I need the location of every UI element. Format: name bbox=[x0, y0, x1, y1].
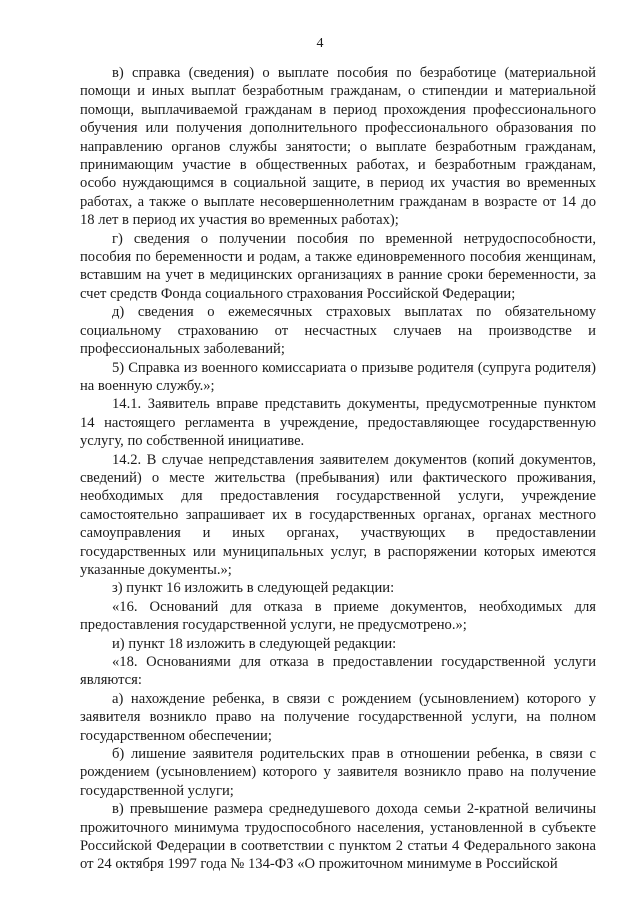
document-body bbox=[80, 64, 596, 874]
paragraph-a-state-support: а) нахождение ребенка, в связи с рождением (усыновлением) которого у заявителя возникло право на получение государственной услуги, на полном государственном обеспечении; bbox=[80, 690, 596, 744]
paragraph-16-text: «16. Оснований для отказа в приеме документов, необходимых для предоставления государственной услуги, не предусмотрено.»; bbox=[80, 598, 596, 634]
paragraph-v-income-excess: в) превышение размера среднедушевого дохода семьи 2-кратной величины прожиточного минимума трудоспособного населения, установленной в субъекте Российской Федерации в соответствии с пунктом 2 статьи 4 Федерального закона от 24 октября 1997 года № 134-ФЗ «О прожиточном минимуме в Российской bbox=[80, 801, 596, 873]
paragraph-i-item-18: и) пункт 18 изложить в следующей редакции: bbox=[112, 635, 397, 652]
page-number: 4 bbox=[316, 36, 324, 51]
paragraph-5-military-certificate: 5) Справка из военного комиссариата о призыве родителя (супруга родителя) на военную службу.»; bbox=[80, 359, 596, 394]
paragraph-14-2: 14.2. В случае непредставления заявителем документов (копий документов, сведений) о месте жительства (пребывания) или фактического проживания, необходимых для предоставления государственной услуги, учреждение самостоятельно запрашивает их в государственных органах, органах местного самоуправления и иных органах, участвующих в предоставлении государственных или муниципальных услуг, в распоряжении которых имеются указанные документы.»; bbox=[80, 451, 596, 578]
paragraph-g-disability-benefit: г) сведения о получении пособия по временной нетрудоспособности, пособия по беременности и родам, а также единовременного пособия женщинам, вставшим на учет в медицинских организациях в ранние сроки беременности, за счет средств Фонда социального страхования Российской Федерации; bbox=[80, 230, 596, 302]
paragraph-b-parental-rights: б) лишение заявителя родительских прав в отношении ребенка, в связи с рождением (усыновлением) которого у заявителя возникло право на получение государственной услуги; bbox=[80, 746, 596, 799]
paragraph-14-1: 14.1. Заявитель вправе представить документы, предусмотренные пунктом 14 настоящего регламента в учреждение, предоставляющее государственную услугу, по собственной инициативе. bbox=[80, 396, 596, 450]
paragraph-v-unemployment-certificate: в) справка (сведения) о выплате пособия по безработице (материальной помощи и иных выплат безработным гражданам, о стипендии и материальной помощи, выплачиваемой гражданам в период прохождения профессионального обучения или получения дополнительного профессионального образования по направлению органов службы занятости; о выплате безработным гражданам, принимающим участие в общественных работах, и безработным гражданам, особо нуждающимся в социальной защите, в период их участия во временных работах, а также о выплате несовершеннолетним гражданам в возрасте от 14 до 18 лет в период их участия во временных работах); bbox=[80, 65, 596, 229]
paragraph-z-item-16: з) пункт 16 изложить в следующей редакции: bbox=[112, 580, 395, 597]
paragraph-d-insurance-payments: д) сведения о ежемесячных страховых выплатах по обязательному социальному страхованию от несчастных случаев на производстве и профессиональных заболеваний; bbox=[80, 304, 596, 358]
paragraph-18-text: «18. Основаниями для отказа в предоставлении государственной услуги являются: bbox=[80, 654, 596, 689]
